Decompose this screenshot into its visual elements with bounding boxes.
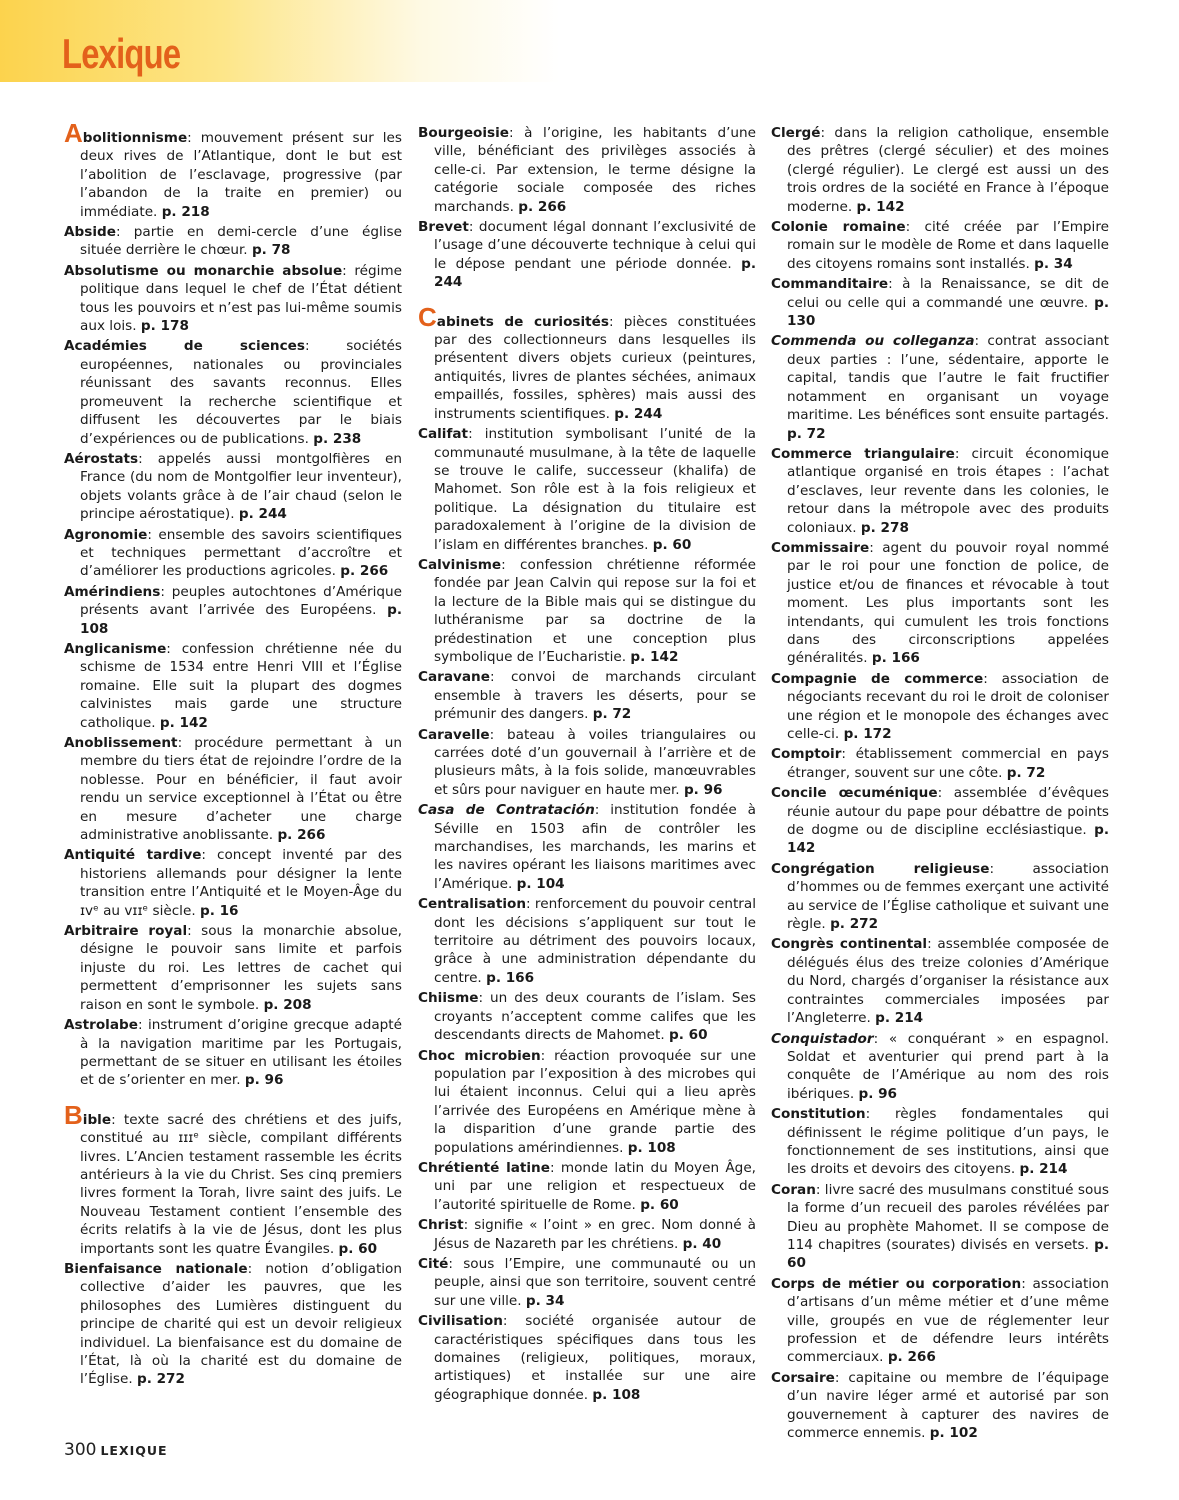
entry-page-ref: p. 214 [875, 1010, 924, 1027]
entry-definition: : règles fondamentales qui définissent le régime politique d’un pays, le fonctionnement de ses institutions, ainsi que les droits et devoirs des citoyens. [787, 1106, 1109, 1178]
lexicon-entry [418, 124, 756, 216]
entry-term: Cité [418, 1255, 449, 1272]
lexicon-entry [418, 989, 756, 1044]
entry-definition: : livre sacré des musulmans constitué sous la forme d’un recueil des paroles révélées par Dieu au prophète Mahomet. Il se compose de 114 chapitres (sourates) divisés en versets. [787, 1181, 1109, 1253]
entry-page-ref: p. 102 [929, 1425, 978, 1442]
entry-page-ref: p. 72 [1006, 764, 1046, 781]
lexicon-entry [771, 860, 1109, 934]
lexicon-entry [418, 1047, 756, 1157]
entry-term: Civilisation [418, 1313, 503, 1330]
lexicon-entry [771, 332, 1109, 442]
entry-term: Commenda ou colleganza [771, 333, 975, 350]
entry-page-ref: p. 108 [627, 1139, 676, 1156]
column-3 [771, 124, 1109, 1444]
entry-term: Christ [418, 1217, 464, 1234]
entry-definition: : appelés aussi montgolfières en France (du nom de Montgolfier leur inventeur), objets volants grâce à de l’air chaud (selon le principe aérostatique). [80, 450, 402, 523]
lexicon-entry [64, 118, 402, 221]
entry-page-ref: p. 40 [682, 1235, 722, 1252]
entry-term: Brevet [418, 219, 469, 236]
entry-term: Corsaire [771, 1369, 835, 1386]
entry-page-ref: p. 34 [525, 1292, 565, 1309]
entry-term: ible [82, 1111, 112, 1128]
lexicon-entry [418, 556, 756, 666]
entry-term: Coran [771, 1181, 816, 1198]
lexicon-entry [418, 895, 756, 987]
entry-definition: : mouvement présent sur les deux rives de l’Atlantique, dont le but est l’abolition de l’esclavage, progressive (par l’abandon de la traite en premier) ou immédiate. [80, 130, 402, 220]
entry-definition: : dans la religion catholique, ensemble des prêtres (clergé séculier) et des moines (clergé régulier). Le clergé est aussi un des trois ordres de la société en France à l’époque moderne. [787, 125, 1109, 215]
entry-definition: : association d’artisans d’un même métier et d’une même ville, groupés en vue de réglementer leur profession et de défendre leurs intérêts commerciaux. [787, 1275, 1109, 1366]
section-letter: B [64, 1099, 83, 1130]
entry-page-ref: p. 60 [338, 1240, 378, 1257]
entry-page-ref: p. 214 [1019, 1161, 1068, 1178]
entry-term: Commerce triangulaire [771, 445, 955, 462]
entry-page-ref: p. 272 [136, 1371, 185, 1388]
entry-definition: : sous la monarchie absolue, désigne le pouvoir sans limite et parfois injuste du roi. Les lettres de cachet qui permettent d’emprisonner les sujets sans raison en sont le symbole. [80, 923, 403, 1013]
entry-page-ref: p. 142 [787, 822, 1109, 857]
lexicon-entry [418, 218, 756, 292]
entry-definition: : un des deux courants de l’islam. Ses croyants n’acceptent comme califes que les descendants directs de Mahomet. [434, 990, 756, 1044]
lexicon-entry [64, 583, 402, 638]
entry-page-ref: p. 142 [630, 648, 679, 665]
entry-term: Congrégation religieuse [771, 860, 990, 877]
entry-page-ref: p. 244 [434, 255, 756, 291]
lexicon-entry [418, 726, 756, 800]
lexicon-entry [418, 301, 757, 423]
entry-page-ref: p. 142 [159, 714, 208, 731]
entry-term: Amérindiens [64, 583, 161, 600]
entry-page-ref: p. 60 [640, 1196, 679, 1213]
entry-term: Anoblissement [64, 735, 178, 751]
entry-definition: : cité créée par l’Empire romain sur le modèle de Rome et dans laquelle des citoyens romains sont installés. [787, 219, 1109, 272]
entry-definition: : réaction provoquée sur une population par l’exposition à des microbes qui lui étaient inconnus. Celui qui a lieu après l’arrivée des Européens en Amérique mène à la disparition d’une grande partie des populations amérindiennes. [434, 1047, 757, 1156]
lexicon-entry [418, 1255, 756, 1310]
lexicon-entry [771, 1181, 1109, 1273]
entry-page-ref: p. 96 [858, 1085, 898, 1102]
entry-term: Conquistador [771, 1030, 874, 1047]
column-2 [418, 124, 756, 1406]
entry-page-ref: p. 34 [1034, 255, 1073, 272]
entry-definition: : peuples autochtones d’Amérique présents avant l’arrivée des Européens. [80, 583, 402, 619]
entry-term: Caravelle [418, 726, 490, 743]
entry-page-ref: p. 278 [860, 519, 909, 536]
entry-term: Bourgeoisie [418, 125, 510, 141]
entry-term: bolitionnisme [82, 130, 188, 146]
entry-page-ref: p. 266 [887, 1349, 936, 1366]
entry-term: Commanditaire [771, 276, 889, 293]
entry-page-ref: p. 142 [856, 198, 905, 215]
entry-term: Agronomie [64, 526, 148, 543]
column-1 [64, 118, 403, 1391]
entry-page-ref: p. 244 [238, 506, 287, 523]
lexicon-entry [771, 539, 1109, 668]
entry-definition: : circuit économique atlantique organisé en trois étapes : l’achat d’esclaves, leur revente dans les colonies, le retour dans la métropole avec des produits coloniaux. [787, 445, 1109, 536]
entry-term: Académies de sciences [64, 338, 305, 355]
entry-definition: : association de négociants recevant du roi le droit de coloniser une région et le monopole des échanges avec celle-ci. [787, 670, 1109, 742]
lexicon-entry [771, 275, 1109, 330]
entry-definition: : assemblée composée de délégués élus des treize colonies d’Amérique du Nord, chargés d’organiser la résistance aux contraintes commerciales imposées par l’Angleterre. [787, 936, 1110, 1027]
lexicon-entry [64, 262, 402, 336]
entry-definition: : établissement commercial en pays étranger, souvent sur une côte. [787, 746, 1109, 781]
entry-term: Caravane [418, 669, 490, 686]
entry-page-ref: p. 266 [340, 563, 389, 580]
entry-page-ref: p. 208 [263, 996, 312, 1013]
entry-definition: : à la Renaissance, se dit de celui ou celle qui a commandé une œuvre. [787, 276, 1109, 311]
entry-page-ref: p. 266 [277, 827, 326, 844]
lexicon-entry [771, 445, 1109, 537]
entry-page-ref: p. 166 [486, 969, 535, 986]
entry-page-ref: p. 166 [871, 650, 920, 667]
entry-definition: : renforcement du pouvoir central dont les décisions s’appliquent sur tout le territoire au détriment des pouvoirs locaux, grâce à une administration dépendante du centre. [434, 896, 756, 986]
lexicon-entry [418, 668, 756, 723]
entry-page-ref: p. 16 [199, 902, 239, 919]
entry-definition: : instrument d’origine grecque adapté à la navigation maritime par les Portugais, permettant de se situer en utilisant les étoiles et de s’orienter en mer. [80, 1017, 402, 1089]
entry-page-ref: p. 266 [518, 198, 567, 215]
entry-page-ref: p. 172 [843, 726, 892, 742]
entry-page-ref: p. 130 [787, 294, 1109, 330]
lexicon-entry [64, 846, 402, 920]
entry-page-ref: p. 238 [313, 430, 362, 447]
entry-term: Colonie romaine [771, 219, 906, 236]
lexicon-entry [64, 526, 402, 581]
section-gap [418, 294, 756, 308]
entry-page-ref: p. 96 [244, 1072, 284, 1089]
entry-definition: : contrat associant deux parties : l’une, sédentaire, apporte le capital, tandis que l’autre le fait fructifier notamment en organisant un voyage maritime. Les bénéfices sont ensuite partagés. [787, 333, 1110, 424]
entry-definition: : agent du pouvoir royal nommé par le roi pour une fonction de police, de justice et/ou de finances et révocable à tout moment. Les plus importants sont les intendants, qui cumulent les trois fonctions dans des circonscriptions appelées généralités. [787, 539, 1109, 667]
section-gap [64, 1092, 402, 1106]
lexicon-entry [418, 1216, 756, 1253]
lexicon-entry [771, 218, 1109, 273]
section-letter: C [418, 301, 437, 332]
page-footer [64, 1440, 168, 1460]
lexicon-entry [418, 425, 756, 554]
entry-page-ref: p. 218 [161, 203, 210, 220]
entry-term: Compagnie de commerce [771, 670, 984, 687]
entry-definition: : sous l’Empire, une communauté ou un peuple, ainsi que son territoire, souvent centré sur une ville. [434, 1255, 756, 1309]
entry-term: Concile œcuménique [771, 785, 938, 802]
lexicon-entry [418, 801, 756, 893]
entry-term: Aérostats [64, 450, 139, 467]
entry-term: Clergé [771, 125, 821, 141]
lexicon-entry [418, 1159, 756, 1214]
entry-definition: : société organisée autour de caractéristiques spécifiques dans tous les domaines (religieux, politiques, moraux, artistiques) et installée sur une aire géographique donnée. [434, 1313, 756, 1403]
entry-page-ref: p. 108 [80, 602, 402, 637]
entry-page-ref: p. 78 [251, 242, 291, 259]
lexicon-entry [418, 1312, 756, 1404]
entry-definition: : institution symbolisant l’unité de la communauté musulmane, à la tête de laquelle se trouve le calife, successeur (khalifa) de Mahomet. Son rôle est à la fois religieux et politique. La désignation du titulaire est paradoxalement à l’origine de la division de l’islam en différentes branches. [434, 426, 756, 553]
entry-term: Constitution [771, 1106, 866, 1123]
entry-term: Choc microbien [418, 1047, 541, 1064]
entry-page-ref: p. 60 [787, 1236, 1109, 1272]
entry-definition: : concept inventé par des historiens allemands pour désigner la lente transition entre l’Antiquité et le Moyen-Âge du ɪᴠᵉ au ᴠɪɪᵉ siècle. [80, 847, 402, 919]
section-letter: A [64, 118, 83, 148]
lexicon-entry [771, 124, 1109, 216]
lexicon-entry [64, 1099, 402, 1258]
entry-page-ref: p. 72 [592, 706, 632, 723]
lexicon-entry [64, 734, 402, 844]
entry-term: Anglicanisme [64, 640, 167, 657]
lexicon-entry [771, 784, 1109, 858]
lexicon-entry [64, 922, 402, 1014]
entry-definition: : ensemble des savoirs scientifiques et techniques permettant d’accroître et d’améliorer les productions agricoles. [80, 526, 402, 580]
page-title: Lexique [62, 30, 181, 77]
lexicon-entry [771, 1105, 1109, 1179]
entry-page-ref: p. 244 [614, 405, 663, 422]
entry-definition: : « conquérant » en espagnol. Soldat et aventurier qui prend part à la conquête de l’Amérique au nom des rois ibériques. [787, 1030, 1109, 1102]
entry-term: Astrolabe [64, 1017, 138, 1034]
entry-term: Bienfaisance nationale [64, 1260, 248, 1277]
entry-term: Abside [64, 224, 116, 241]
entry-definition: : assemblée d’évêques réunie autour du pape pour débattre de points de dogme ou de discipline ecclésiastique. [787, 785, 1109, 839]
entry-term: Calvinisme [418, 556, 502, 573]
entry-page-ref: p. 108 [592, 1386, 641, 1403]
entry-term: Chiisme [418, 990, 479, 1007]
lexicon-entry [771, 1369, 1109, 1443]
entry-term: Absolutisme ou monarchie absolue [64, 262, 343, 279]
lexicon-entry [771, 745, 1109, 782]
entry-term: Antiquité tardive [64, 847, 202, 864]
lexicon-entry [64, 450, 402, 524]
lexicon-entry [771, 935, 1109, 1027]
lexicon-entry [64, 640, 402, 732]
entry-page-ref: p. 72 [787, 425, 826, 442]
entry-page-ref: p. 178 [140, 318, 189, 335]
entry-definition: : association d’hommes ou de femmes exerçant une activité au service de l’Église catholique et suivant une règle. [787, 860, 1109, 933]
entry-page-ref: p. 96 [683, 781, 723, 798]
entry-term: Califat [418, 426, 469, 443]
entry-term: Chrétienté latine [418, 1159, 550, 1176]
entry-page-ref: p. 272 [830, 916, 879, 933]
entry-definition: : convoi de marchands circulant ensemble à travers les déserts, pour se prémunir des dangers. [434, 669, 756, 723]
entry-term: abinets de curiosités [436, 313, 609, 330]
entry-definition: : régime politique dans lequel le chef de l’État détient tous les pouvoirs et n’est pas lui-même soumis aux lois. [80, 262, 402, 335]
entry-definition: : institution fondée à Séville en 1503 afin de contrôler les marchandises, les marchands, les marins et les navires opérant les liaisons maritimes avec l’Amérique. [434, 802, 757, 892]
entry-definition: : monde latin du Moyen Âge, uni par une religion et respectueux de l’autorité spirituelle de Rome. [434, 1159, 756, 1213]
entry-definition: : capitaine ou membre de l’équipage d’un navire léger armé et autorisé par son gouvernement à capturer des navires de commerce ennemis. [787, 1369, 1109, 1442]
entry-term: Comptoir [771, 746, 842, 763]
entry-definition: : confession chrétienne née du schisme de 1534 entre Henri VIII et l’Église romaine. Elle suit la plupart des dogmes calvinistes mais garde une structure catholique. [80, 640, 402, 731]
entry-definition: : pièces constituées par des collectionneurs dans lesquelles ils présentent divers objets curieux (peintures, antiquités, livres de plantes séchées, animaux empaillés, fossiles, sphères) mais aussi des instruments scientifiques. [434, 313, 757, 422]
entry-term: Centralisation [418, 896, 527, 913]
entry-definition: : procédure permettant à un membre du tiers état de rejoindre l’ordre de la noblesse. Pour en bénéficier, il faut avoir rendu un service exceptionnel à l’État ou être en mesure d’acheter une charge administrative anoblissante. [80, 735, 402, 844]
entry-definition: : confession chrétienne réformée fondée par Jean Calvin qui repose sur la foi et la lecture de la Bible mais qui se distingue du luthéranisme par sa doctrine de la prédestination et une conception plus symbolique de l’Eucharistie. [434, 556, 756, 665]
lexicon-entry [771, 1030, 1109, 1104]
entry-definition: : document légal donnant l’exclusivité de l’usage d’une découverte technique à celui qui le dépose pendant une période donnée. [434, 219, 756, 272]
footer-label: LEXIQUE [100, 1443, 168, 1458]
entry-term: Corps de métier ou corporation [771, 1275, 1022, 1292]
entry-page-ref: p. 60 [668, 1027, 708, 1044]
page-number: 300 [64, 1440, 97, 1460]
entry-term: Casa de Contratación [418, 802, 595, 819]
entry-definition: : à l’origine, les habitants d’une ville, bénéficiant des privilèges associés à celle-ci. Par extension, le terme désigne la catégorie sociale composée des riches marchands. [434, 125, 756, 215]
entry-definition: : texte sacré des chrétiens et des juifs, constitué au ɪɪɪᵉ siècle, compilant différents livres. L’Ancien testament rassemble les écrits antérieurs à la vie du Christ. Ses cinq premiers livres forment la Torah, livre saint des juifs. Le Nouveau Testament contient l’ensemble des écrits relatifs à la vie de Jésus, dont les plus importants sont les quatre Évangiles. [80, 1111, 402, 1257]
entry-definition: : signifie « l’oint » en grec. Nom donné à Jésus de Nazareth par les chrétiens. [434, 1217, 756, 1252]
entry-term: Commissaire [771, 539, 870, 556]
entry-definition: : notion d’obligation collective d’aider les pauvres, que les philosophes des Lumières distinguent du principe de charité qui est un devoir religieux individuel. La bienfaisance est du domaine de l’État, là où la charité est du domaine de l’Église. [80, 1260, 402, 1388]
entry-definition: : partie en demi-cercle d’une église située derrière le chœur. [80, 224, 402, 259]
entry-page-ref: p. 60 [652, 536, 692, 553]
lexicon-entry [771, 1275, 1109, 1367]
lexicon-entry [64, 337, 402, 447]
entry-term: Arbitraire royal [64, 923, 188, 940]
lexicon-entry [64, 1016, 402, 1090]
entry-page-ref: p. 104 [516, 875, 565, 892]
lexicon-entry [771, 670, 1109, 744]
entry-term: Congrès continental [771, 936, 928, 953]
lexicon-entry [64, 223, 402, 260]
entry-definition: : bateau à voiles triangulaires ou carrées doté d’un gouvernail à l’arrière et de plusieurs mâts, à la fois solide, manœuvrables et sûrs pour naviguer en haute mer. [434, 726, 756, 798]
entry-definition: : sociétés européennes, nationales ou provinciales réunissant des savants reconnus. Elles promeuvent la recherche scientifique et diffusent les découvertes par le biais d’expériences ou de publications. [80, 338, 402, 447]
lexicon-entry [64, 1260, 402, 1389]
